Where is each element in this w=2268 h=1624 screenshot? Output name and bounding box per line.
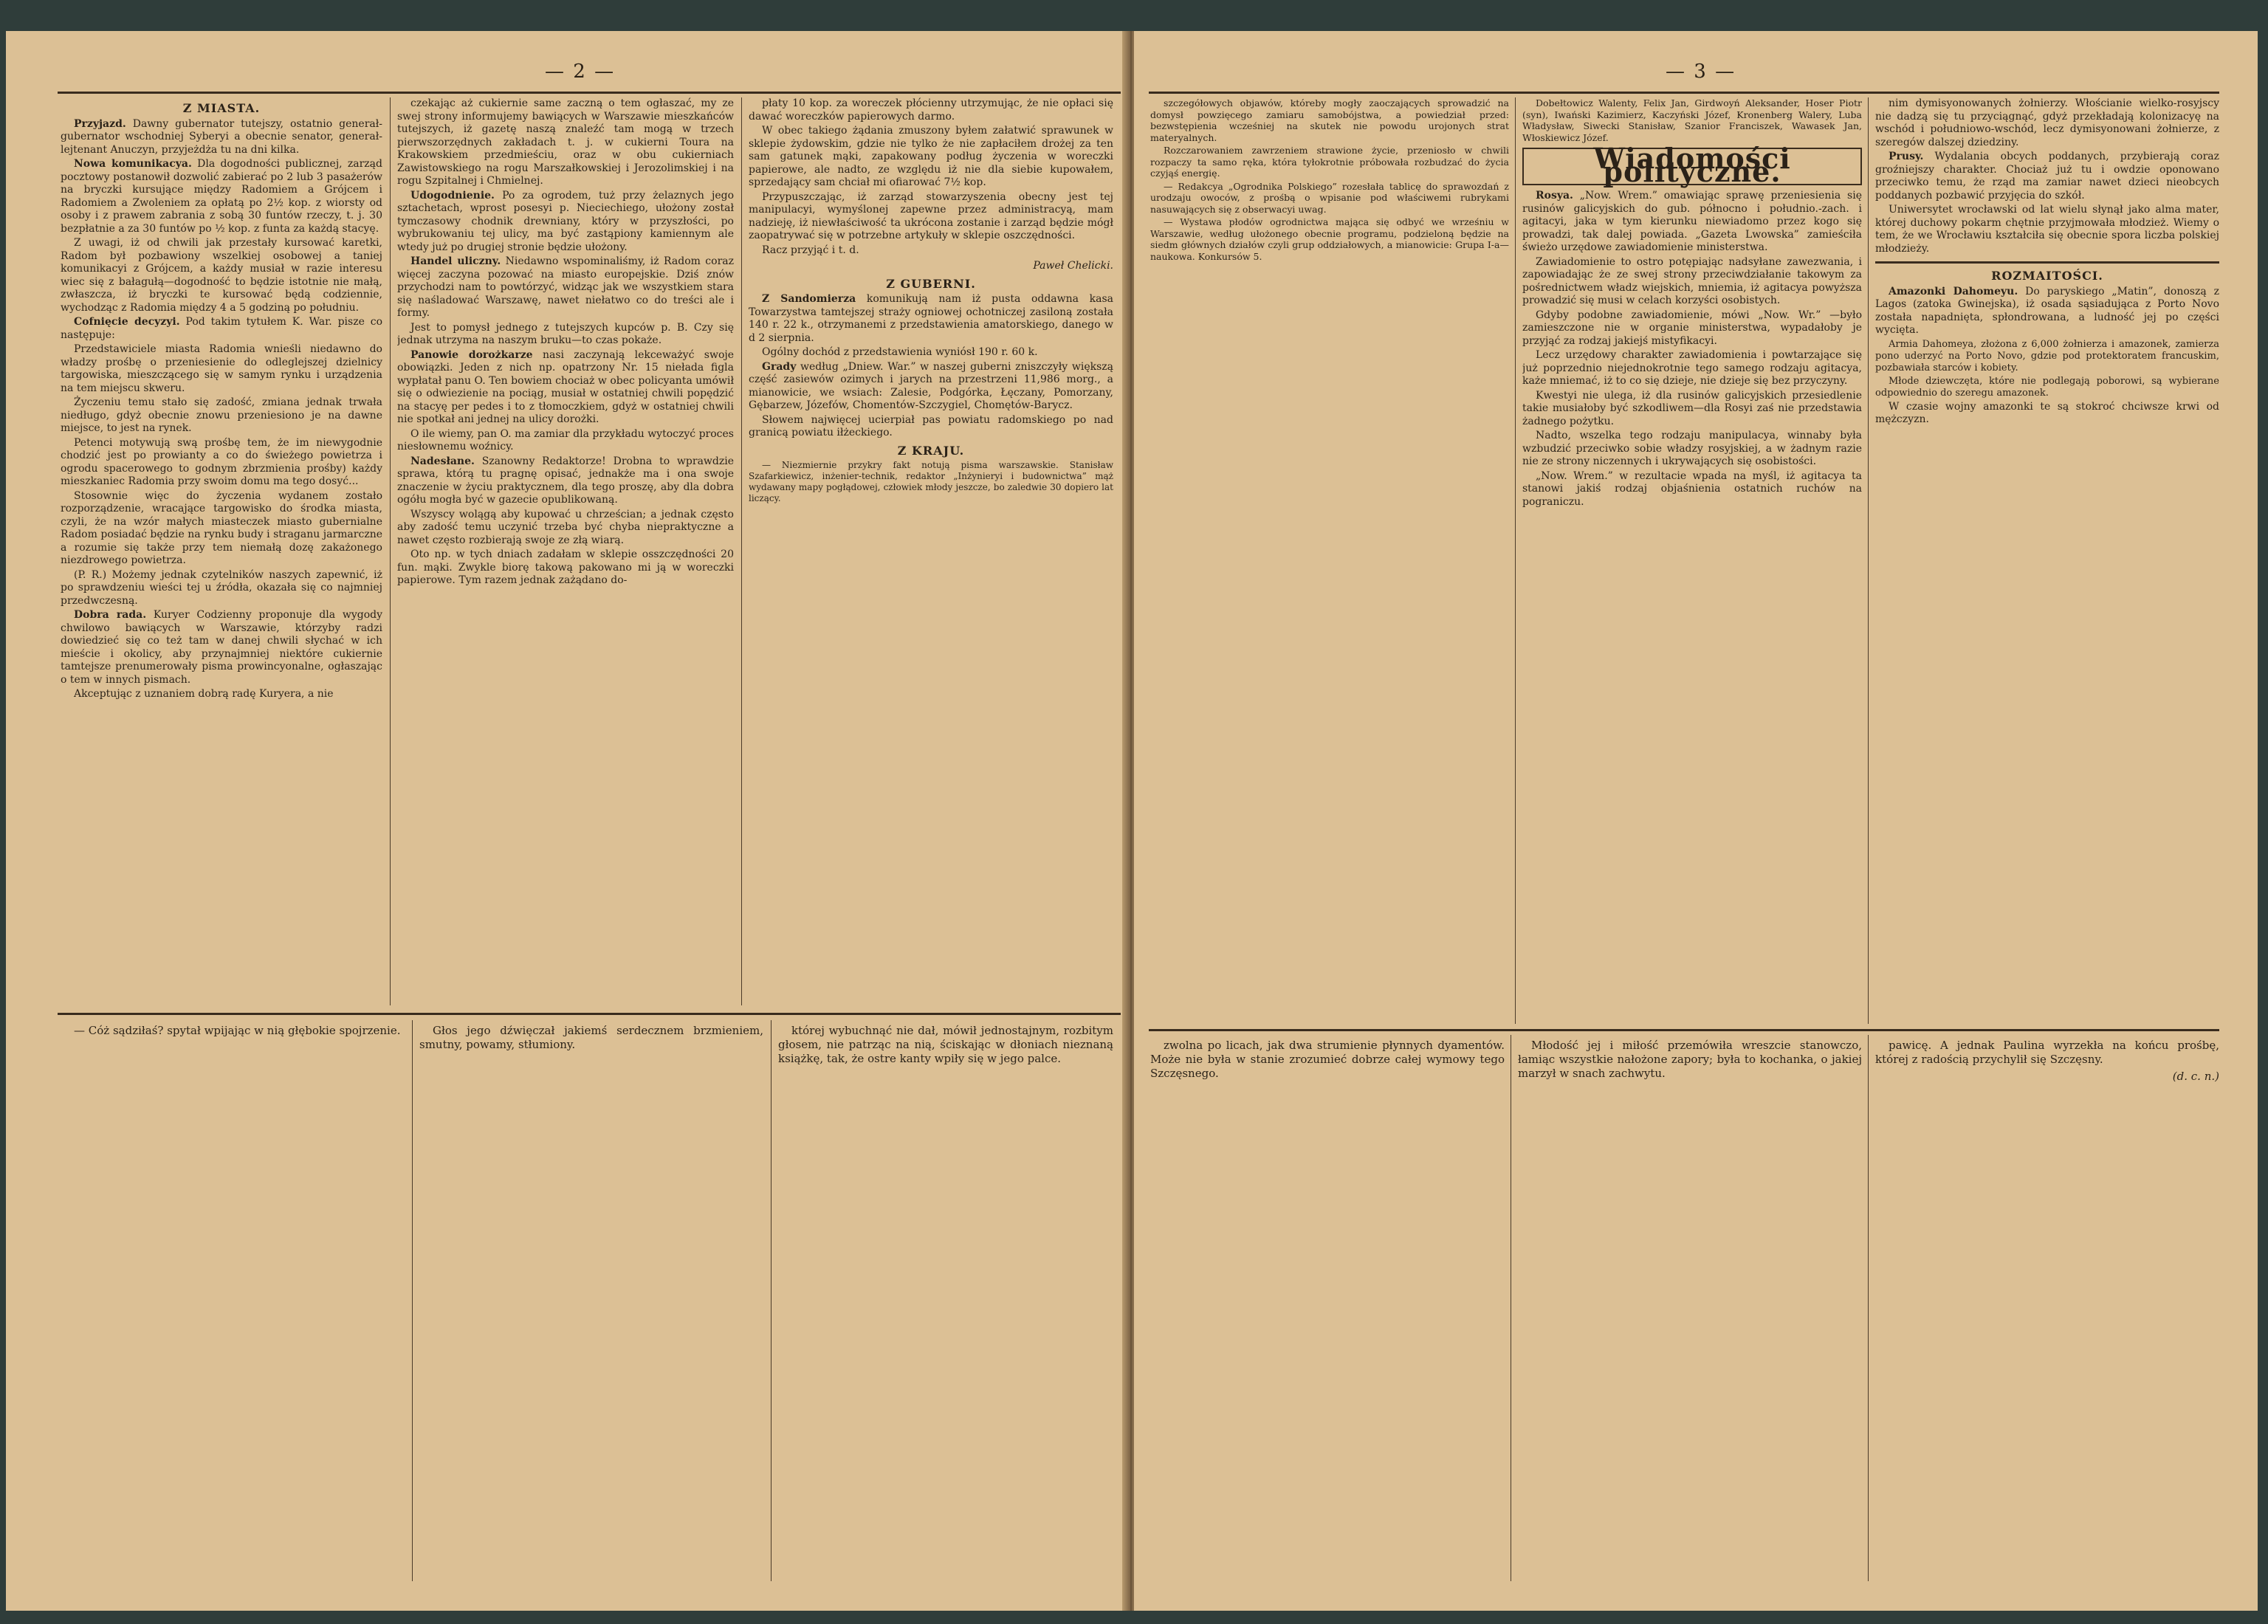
article-text: Petenci motywują swą prośbę tem, że im niewygodnie chodzić jest po prowianty a co do świeżego powietrza i ogrodu spacerowego to godnym zbrzmienia prośby) każdy mieszkaniec Radomia przy swoim domu ma tego dosyć... <box>61 436 382 487</box>
article-text: Przypuszczając, iż zarząd stowarzyszenia obecny jest tej manipulacyi, wymyślonej zapewne przez administracyą, mam nadzieję, iż niewłaściwość ta ukrócona zostanie i zarząd będzie mógł zaopatrywać się w potrzebne artykuły w sklepie oszczędności. <box>749 190 1113 241</box>
left-column-1 <box>61 97 382 1005</box>
column-divider <box>1515 97 1516 1024</box>
article-text: Dawny gubernator tutejszy, ostatnio generał-gubernator wschodniej Syberyi a obecnie senator, generał-lejtenant Anuczyn, przyjeżdża tu na dni kilka. <box>61 117 382 156</box>
newspaper-spread <box>6 31 2258 1611</box>
column-divider <box>412 1020 413 1581</box>
section-heading: Z GUBERNI. <box>886 276 976 291</box>
article-lead: Prusy. <box>1889 151 1924 162</box>
top-rule-left <box>58 92 1121 94</box>
article-text: Wydalania obcych poddanych, przybierają coraz groźniejszy charakter. Chociaż już tu i owdzie oponowano przeciwko temu, że rząd ma zamiar nawet dzieci nieobcych poddanych pozbawić przyjęcia do szkół. <box>1875 151 2219 202</box>
article-lead: Nadesłane. <box>410 455 475 467</box>
section-rule <box>1875 261 2219 264</box>
article-text: czekając aż cukiernie same zaczną o tem ogłaszać, my ze swej strony informujemy bawiących w Warszawie mieszkańców tutejszych, iż gazetę naszą znaleźć tam mogą w trzech pierwszorzędnych zakładach t. j. w cukierni Toura na Krakowskiem przedmieściu, oraz w obu cukierniach Zawistowskiego na rogu Marszałkowskiej i Jerozolimskiej i na rogu Szpitalnej i Chmielnej. <box>397 97 734 187</box>
article-text: Do paryskiego „Matin”, donoszą z Lagos (zatoka Gwinejska), iż osada sąsiadująca z Porto Novo została napadnięta, spłondrowana, a ludność jej po części wycięta. <box>1875 285 2219 336</box>
article-text: nasi zaczynają lekceważyć swoje obowiązki. Jeden z nich np. opatrzony Nr. 15 niełada figla wypłatał panu O. Ten bowiem chociaż w obec policyanta umówił się o odwiezienie na pociąg, musiał w ostatniej chwili popędzić na stacyę per pedes i to z tłomoczkiem, gdyż w ostatniej chwili nie spotkał ani jednej na ulicy dorożki. <box>397 348 734 425</box>
section-heading: ROZMAITOŚCI. <box>1991 269 2103 283</box>
feuilleton-column-1 <box>1150 1039 1505 1585</box>
article-text: O ile wiemy, pan O. ma zamiar dla przykładu wytoczyć proces niesłownemu woźnicy. <box>397 427 734 453</box>
article-text: Pod takim tytułem K. War. pisze co następuje: <box>61 316 382 341</box>
feuilleton-text: której wybuchnąć nie dał, mówił jednostajnym, rozbitym głosem, nie patrząc na nią, ściskając w dłoniach nieznaną książkę, tak, że ostre kanty wpiły się w jego palce. <box>778 1024 1113 1065</box>
article-text: Ogólny dochód z przedstawienia wyniósł 190 r. 60 k. <box>762 346 1038 358</box>
article-text: Młode dziewczęta, które nie podlegają poborowi, są wybierane odpowiednio do szeregu amazonek. <box>1875 375 2219 399</box>
article-lead: Udogodnienie. <box>410 189 495 202</box>
column-divider <box>741 97 742 1005</box>
feuilleton-text: pawicę. A jednak Paulina wyrzekła na końcu prośbę, której z radością przychylił się Szczęsny. <box>1875 1039 2219 1066</box>
article-text: W czasie wojny amazonki te są stokroć chciwsze krwi od mężczyzn. <box>1875 400 2219 425</box>
article-text: Dobełtowicz Walenty, Felix Jan, Girdwoyń Aleksander, Hoser Piotr (syn), Iwański Kazimierz, Kaczyński Józef, Kronenberg Walery, Luba Władysław, Siwecki Stanisław, Szanior Franciszek, Wawasek Jan, Włoskiewicz Józef. <box>1522 97 1862 143</box>
column-divider <box>390 97 391 1005</box>
article-lead: Z Sandomierza <box>762 293 856 305</box>
feuilleton-rule <box>1149 1029 2219 1031</box>
article-lead: Panowie dorożkarze <box>410 348 533 361</box>
column-divider <box>1868 97 1869 1024</box>
article-text: szczegółowych objawów, któreby mogły zaoczających sprowadzić na domysł powzięcego zamiaru samobójstwa, a powiedział przed: bezwstępienia wcześniej na skutek nie powodu urojonych strat materyalnych. <box>1150 97 1509 143</box>
politics-heading-box <box>1522 142 1862 188</box>
article-text: Lecz urzędowy charakter zawiadomienia i powtarzające się już poprzednio niejednokrotnie tego samego rodzaju agitacya, każe mniemać, iż to co się dzieje, nie dzieje się bez przyczyny. <box>1522 349 1862 387</box>
feuilleton-text: — Cóż sądziłaś? spytał wpijając w nią głębokie spojrzenie. <box>74 1024 401 1037</box>
article-text: — Wystawa płodów ogrodnictwa mająca się odbyć we wrześniu w Warszawie, według ułożonego obecnie programu, podzieloną będzie na siedm głównych działów czyli grup oddziałowych, a mianowicie: Grupa I-a—naukowa. Konkursów 5. <box>1150 216 1509 262</box>
article-lead: Amazonki Dahomeyu. <box>1889 285 2018 297</box>
article-text: „Now. Wrem.” omawiając sprawę przeniesienia się rusinów galicyjskich do gub. północno i południo.-zach. i agitacyi, jaka w tym kierunku niewiadomo przez kogo się prowadzi, tak dalej powiada. „Gazeta Lwowska” zamieściła świeżo urzędowe zawiadomienie ministerstwa. <box>1522 190 1862 253</box>
article-text: Z uwagi, iż od chwili jak przestały kursować karetki, Radom był pozbawiony wszelkiej osobowej a taniej komunikacyi z Grójcem, a każdy musiał w razie interesu wiec się z bałagułą—dogodność to będzie istotnie nie małą, zwłaszcza, iż bryczki te kursować będą codziennie, wychodząc z Radomia między 4 a 5 godziną po południu. <box>61 237 382 314</box>
article-text: Po za ogrodem, tuż przy żelaznych jego sztachetach, wprost posesyi p. Nieciechiego, ułożony został tymczasowy chodnik drewniany, który w przyszłości, po wybrukowaniu tej ulicy, ma być zastąpiony kamiennym ale wtedy już po drugiej stronie będzie ułożony. <box>397 189 734 253</box>
article-lead: Dobra rada. <box>74 609 147 621</box>
feuilleton-text: zwolna po licach, jak dwa strumienie płynnych dyamentów. Może nie była w stanie zrozumieć dobrze całej wymowy tego Szczęsnego. <box>1150 1039 1505 1080</box>
right-column-1 <box>1150 97 1509 1024</box>
right-column-2 <box>1522 97 1862 1024</box>
column-divider <box>1868 1035 1869 1581</box>
top-rule-right <box>1149 92 2219 94</box>
right-column-3 <box>1875 97 2219 1024</box>
left-column-2 <box>397 97 734 1005</box>
article-text: Rozczarowaniem zawrzeniem strawione życie, przeniosło w chwili rozpaczy ta samo ręka, która tyłokrotnie próbowała rozbudzać do życia czyjąś energię. <box>1150 145 1509 179</box>
feuilleton-rule <box>58 1013 1121 1015</box>
article-text: W obec takiego żądania zmuszony byłem załatwić sprawunek w sklepie żydowskim, gdzie nie tylko że nie zapłaciłem drożej za ten sam gatunek mąki, zapakowany podług życzenia w woreczki papierowe, ale nadto, ze względu iż nie dla siebie kupowałem, sprzedający sam chciał mi ofiarować 7½ kop. <box>749 125 1113 188</box>
article-lead: Cofnięcie decyzyi. <box>74 316 180 328</box>
article-text: Kuryer Codzienny proponuje dla wygody chwilowo bawiących w Warszawie, którzyby radzi dowiedzieć się co też tam w danej chwili słychać w ich mieście i okolicy, aby przynajmniej niektóre cukiernie tamtejsze prenumerowały pisma prowincyonalne, ogłaszając o tem w innych pismach. <box>61 609 382 686</box>
article-text: Wszyscy wolągą aby kupować u chrześcian; a jednak często aby zadość temu uczynić trzeba być chyba niepraktyczne a nawet często rozbierają swoje ze złą wiarą. <box>397 508 734 546</box>
article-text: „Now. Wrem.” w rezultacie wpada na myśl, iż agitacya ta stanowi jakiś rodzaj objaśnienia ostatnich ruchów na pograniczu. <box>1522 469 1862 508</box>
feuilleton-column-2 <box>1518 1039 1862 1585</box>
article-text: Życzeniu temu stało się zadość, zmiana jednak trwała niedługo, gdyż obecnie znowu przeniesiono je na dawne miejsce, to jest na rynek. <box>61 396 382 434</box>
article-text: Akceptując z uznaniem dobrą radę Kuryera, a nie <box>74 688 334 700</box>
article-lead: Grady <box>762 360 797 373</box>
column-divider <box>771 1020 772 1581</box>
article-text: Nadto, wszelka tego rodzaju manipulacya, winnaby była wzbudzić przeciwko sobie władzy rosyjskiej, a w żadnym razie nie ze strony niczennych i ukrywających się osobistości. <box>1522 430 1862 467</box>
article-text: Słowem najwięcej ucierpiał pas powiatu radomskiego po nad granicą powiatu iłżeckiego. <box>749 413 1113 438</box>
article-text: Dla dogodności publicznej, zarząd pocztowy postanowił dozwolić zabierać po 2 lub 3 pasażerów na bryczki kursujące między Radomiem a Grójcem i Radomiem a Zwoleniem za opłatą po 2½ kop. z wiorsty od osoby i z prawem zabrania z sobą 30 funtów rzeczy, t. j. 30 bezpłatnie a za 30 funtów po ½ kop. z funta za każdą stacyę. <box>61 158 382 235</box>
section-heading: Z KRAJU. <box>897 443 965 458</box>
section-heading: Z MIASTA. <box>182 101 261 115</box>
article-lead: Przyjazd. <box>74 117 126 130</box>
feuilleton-text: Głos jego dźwięczał jakiemś serdecznem brzmieniem, smutny, powamy, stłumiony. <box>419 1024 763 1051</box>
article-text: Zawiadomienie to ostro potępiając nadsyłane zawezwania, i zapowiadając że ze swej strony przeciwdziałanie takowym za pośrednictwem władz wiejskich, mniemia, iż agitacya powyższa prowadzić się musi w celach korzyści osobistych. <box>1522 255 1862 306</box>
article-text: — Niezmiernie przykry fakt notują pisma warszawskie. Stanisław Szafarkiewicz, inżenier-technik, redaktor „Inżynieryi i budownictwa” mąż wydawany mapy pogłądowej, człowiek młody jeszcze, bo zaledwie 30 dopiero lat liczący. <box>749 460 1113 503</box>
article-text: Jest to pomysł jednego z tutejszych kupców p. B. Czy się jednak utrzyma na naszym bruku—to czas pokaże. <box>397 321 734 346</box>
left-column-3 <box>749 97 1113 1005</box>
article-lead: Nowa komunikacya. <box>74 158 192 170</box>
politics-heading: Wiadomości polityczne. <box>1593 142 1791 188</box>
signature: Paweł Chelicki. <box>1033 260 1113 272</box>
article-text: płaty 10 kop. za woreczek płócienny utrzymując, że nie opłaci się dawać woreczków papierowych darmo. <box>749 97 1113 123</box>
article-text: Armia Dahomeya, złożona z 6,000 żołnierza i amazonek, zamierza pono uderzyć na Porto Novo, gdzie pod protektoratem francuskim, pozbawiała starców i kobiety. <box>1875 338 2219 374</box>
article-text: nim dymisyonowanych żołnierzy. Włościanie wielko-rosyjscy nie dadzą się tu przyciągnąć, gdyż przekładają kolonizacyę na wschód i południowo-wschód, lecz dymisyonowani żołnierze, z szeregów dalszej dziedziny. <box>1875 97 2219 148</box>
feuilleton-column-2 <box>419 1024 763 1585</box>
article-text: Stosownie więc do życzenia wydanem zostało rozporządzenie, wracające targowisko do środka miasta, czyli, że na wzór małych miasteczek miasto gubernialne Radom posiadać będzie na rynku budy i straganu jarmarczne a rozumie się także przy tem niemałą dozę zakażonego niezdrowego powietrza. <box>61 489 382 566</box>
article-text: Przedstawiciele miasta Radomia wnieśli niedawno do władzy prośbę o przeniesienie do odleglejszej dzielnicy targowiska, mieszczącego się w samym rynku i urządzenia na tem miejscu skweru. <box>61 343 382 394</box>
article-text: Kwestyi nie ulega, iż dla rusinów galicyjskich przesiedlenie takie musiałoby być szkodliwem—dla Rosyi zaś nie przedstawia żadnego pożytku. <box>1522 389 1862 427</box>
article-text: Gdyby podobne zawiadomienie, mówi „Now. Wr.” —było zamieszczone nie w organie ministerstwa, wypadałoby je przyjąć za rodzaj jakiejś mistyfikacyi. <box>1522 309 1862 347</box>
page-number-right: — 3 — <box>1666 61 1736 83</box>
right-page <box>1134 31 2258 1611</box>
to-be-continued: (d. c. n.) <box>2172 1070 2219 1083</box>
feuilleton-column-1 <box>61 1024 405 1585</box>
article-lead: Handel uliczny. <box>410 255 501 267</box>
article-text: Uniwersytet wrocławski od lat wielu słynął jako alma mater, której duchowy pokarm chętnie przyjmowała młodzież. Wiemy o tem, że we Wrocławiu kształciła się obecnie spora liczba polskiej młodzieży. <box>1875 204 2219 255</box>
article-text: Niedawno wspominaliśmy, iż Radom coraz więcej zaczyna pozować na miasto europejskie. Dziś znów przychodzi nam to powtórzyć, widząc jak we wszystkiem stara się naśladować Warszawę, nawet niełatwo co do treści ale i formy. <box>397 255 734 319</box>
article-text: Oto np. w tych dniach zadałam w sklepie osszczędności 20 fun. mąki. Zwykle biorę takową pakowano mi ją w woreczki papierowe. Tym razem jednak zażądano do- <box>397 548 734 586</box>
feuilleton-text: Młodość jej i miłość przemówiła wreszcie stanowczo, łamiąc wszystkie nałożone zapory; była to kochanka, o jakiej marzył w snach zachwytu. <box>1518 1039 1862 1080</box>
article-text: (P. R.) Możemy jednak czytelników naszych zapewnić, iż po sprawdzeniu wieści tej u źródła, okazała się co najmniej przedwczesną. <box>61 568 382 607</box>
feuilleton-column-3 <box>1875 1039 2219 1585</box>
article-text: Szanowny Redaktorze! Drobna to wprawdzie sprawa, którą tu pragnę opisać, jednakże ma i ona swoje znaczenie w życiu praktycznem, dla tego proszę, aby dla dobra ogółu mogła być w gazecie opublikowaną. <box>397 455 734 506</box>
left-page <box>6 31 1127 1611</box>
article-lead: Rosya. <box>1536 190 1573 202</box>
feuilleton-column-3 <box>778 1024 1113 1585</box>
page-number-left: — 2 — <box>545 61 616 83</box>
article-text: — Redakcya „Ogrodnika Polskiego” rozesłała tablicę do sprawozdań z urodzaju owoców, z prośbą o wpisanie pod właściwemi rubrykami nasuwających się z obserwacyi uwag. <box>1150 180 1509 215</box>
article-text: komunikują nam iż pusta oddawna kasa Towarzystwa tamtejszej straży ogniowej ochotniczej zasiloną została 140 r. 22 k., otrzymanemi z przedstawienia amatorskiego, danego w d 2 sierpnia. <box>749 293 1113 344</box>
article-text: według „Dniew. War.” w naszej guberni zniszczyły większą część zasiewów ozimych i jarych na przestrzeni 11,986 morg., a mianowicie, we wsiach: Zalesie, Podgórka, Łęczany, Pomorzany, Gębarzew, Józefów, Chomentów-Szczygiel, Chomętów-Barycz. <box>749 360 1113 411</box>
article-text: Racz przyjąć i t. d. <box>762 244 859 256</box>
